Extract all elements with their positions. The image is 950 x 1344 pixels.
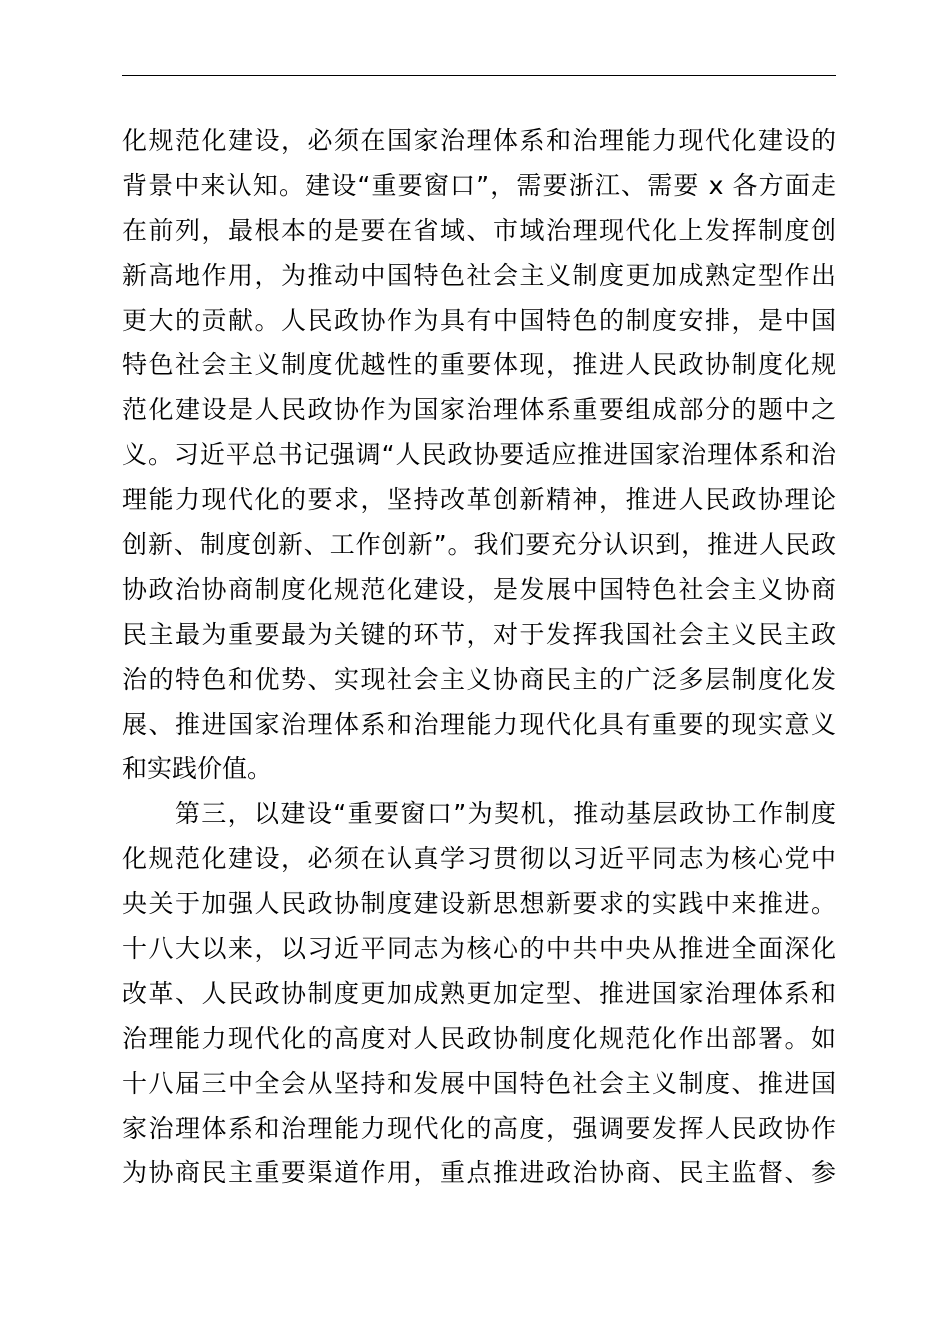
body-text: [122, 119, 836, 1196]
text-line: 民主最为重要最为关键的环节，对于发挥我国社会主义民主政: [122, 619, 836, 649]
text-line: 协政治协商制度化规范化建设，是发展中国特色社会主义协商: [122, 574, 836, 604]
header-rule: [122, 75, 836, 76]
text-line: 化规范化建设，必须在认真学习贯彻以习近平同志为核心党中: [122, 844, 836, 874]
text-line: 在前列，最根本的是要在省域、市域治理现代化上发挥制度创: [122, 215, 836, 245]
text-line: 第三，以建设“重要窗口”为契机，推动基层政协工作制度: [122, 799, 836, 829]
text-line: 十八届三中全会从坚持和发展中国特色社会主义制度、推进国: [122, 1068, 836, 1098]
text-line: 和实践价值。: [122, 754, 273, 784]
text-line: 背景中来认知。建设“重要窗口”，需要浙江、需要 x 各方面走: [122, 170, 836, 200]
text-line: 更大的贡献。人民政协作为具有中国特色的制度安排，是中国: [122, 305, 836, 335]
text-line: 范化建设是人民政协作为国家治理体系重要组成部分的题中之: [122, 395, 836, 425]
text-line: 改革、人民政协制度更加成熟更加定型、推进国家治理体系和: [122, 978, 836, 1008]
text-line: 义。习近平总书记强调“人民政协要适应推进国家治理体系和治: [122, 440, 836, 470]
text-line: 新高地作用，为推动中国特色社会主义制度更加成熟定型作出: [122, 260, 836, 290]
text-line: 家治理体系和治理能力现代化的高度，强调要发挥人民政协作: [122, 1113, 836, 1143]
text-line: 治理能力现代化的高度对人民政协制度化规范化作出部署。如: [122, 1023, 836, 1053]
text-line: 央关于加强人民政协制度建设新思想新要求的实践中来推进。: [122, 889, 836, 919]
text-line: 展、推进国家治理体系和治理能力现代化具有重要的现实意义: [122, 709, 836, 739]
text-line: 理能力现代化的要求，坚持改革创新精神，推进人民政协理论: [122, 485, 836, 515]
text-line: 创新、制度创新、工作创新”。我们要充分认识到，推进人民政: [122, 530, 836, 560]
text-line: 特色社会主义制度优越性的重要体现，推进人民政协制度化规: [122, 350, 836, 380]
text-line: 十八大以来，以习近平同志为核心的中共中央从推进全面深化: [122, 934, 836, 964]
text-line: 化规范化建设，必须在国家治理体系和治理能力现代化建设的: [122, 126, 836, 155]
text-line: 治的特色和优势、实现社会主义协商民主的广泛多层制度化发: [122, 664, 836, 694]
text-line: 为协商民主重要渠道作用，重点推进政治协商、民主监督、参: [122, 1158, 836, 1188]
